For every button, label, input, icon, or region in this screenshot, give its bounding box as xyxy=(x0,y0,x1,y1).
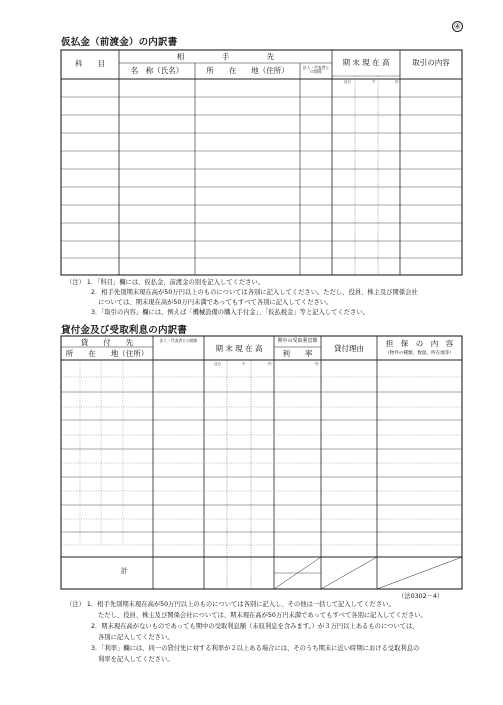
section2-note-3: 2．期末現在高がないものであっても期中の受取利息額（未収利息を含みます。）が３万円以上あるものについては、 xyxy=(91,623,419,630)
section2-note-1: （注） 1．相手先別期末現在高が50万円以上のものについては各別に記入し、その他は一括して記入してください。 xyxy=(66,601,395,608)
header-name: 名 称（氏名） xyxy=(130,66,184,75)
section2-note-5: 3．「利率」欄には、同一の貸付先に対する利率が２以上ある場合には、そのうち期末に近い時期における受取利息の xyxy=(91,645,420,652)
unit-hyakuman: 百万 xyxy=(344,80,351,84)
header-kashitsuke: 貸 付 先 xyxy=(80,338,134,347)
unit-en-2: 円 xyxy=(268,362,272,366)
header-reason: 貸付理由 xyxy=(334,344,364,353)
form-code: （法0302－4） xyxy=(398,593,444,600)
header-rate: 利 率 xyxy=(282,349,313,358)
header-relation: 法人・代表者との関係 xyxy=(302,65,330,75)
section2-note-6: 利率を記入してください。 xyxy=(98,656,174,663)
section2-note-2: ただし、役員、株主及び関係会社については、期末現在高が50万円未満であってもすべて各別に記入してください。 xyxy=(98,612,427,619)
header-interest: 期中の受取利息額 xyxy=(277,338,318,344)
section1-title: 仮払金（前渡金）の内訳書 xyxy=(61,37,178,48)
total-label: 計 xyxy=(121,567,128,575)
header-aite: 相 手 先 xyxy=(176,52,275,61)
header-relation-2: 法人・代表者との関係 xyxy=(159,338,198,343)
unit-en-interest: 円 xyxy=(315,362,319,366)
header-address: 所 在 地（住所） xyxy=(206,66,289,75)
unit-sen-2: 千 xyxy=(242,362,246,366)
unit-en: 円 xyxy=(395,80,399,84)
section1-note-3: については、期末現在高が50万円未満であってもすべて各別に記入してください。 xyxy=(98,299,333,306)
section1-note-2: 2．相手先別期末現在高が50万円以上のものについては各別に記入してください。ただし、役員、株主及び関係会社 xyxy=(91,289,418,296)
header-balance: 期 末 現 在 高 xyxy=(342,58,390,67)
header-address-2: 所 在 地（住所） xyxy=(65,349,149,358)
page-number: ④ xyxy=(453,22,462,31)
section1-note-4: 3．「取引の内容」欄には、例えば「機械設備の購入手付金」、「仮払税金」等と記入してください。 xyxy=(91,309,369,316)
header-collateral: 担 保 の 内 容 xyxy=(385,339,454,348)
section1-note-1: （注） 1．「科目」欄には、仮払金、前渡金の別を記入してください。 xyxy=(66,279,265,286)
header-collateral-sub: （物件の種類、数量、所在地等） xyxy=(385,351,454,356)
section2-note-4: 各別に記入してください。 xyxy=(98,634,174,641)
section2-title: 貸付金及び受取利息の内訳書 xyxy=(61,325,188,336)
unit-sen: 千 xyxy=(372,80,376,84)
unit-hyakuman-2: 百万 xyxy=(214,362,221,366)
header-kamoku: 科 目 xyxy=(75,59,105,68)
header-balance-2: 期 末 現 在 高 xyxy=(215,344,263,353)
header-content: 取引の内容 xyxy=(412,58,450,67)
